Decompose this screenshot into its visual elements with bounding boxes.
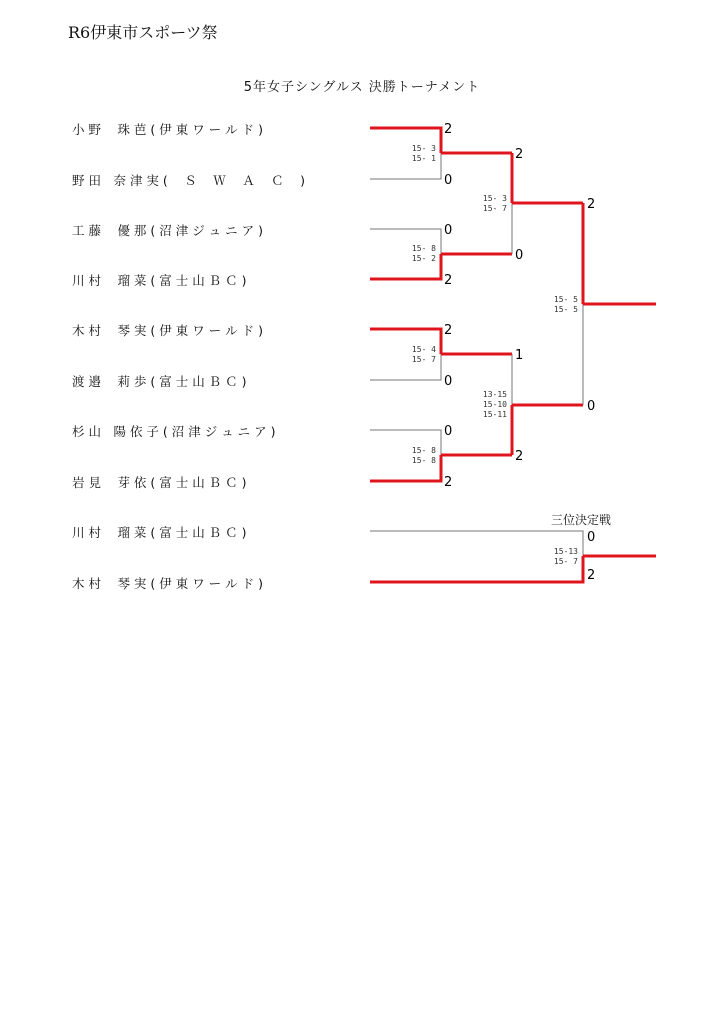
set-score: 15- 8: [411, 244, 436, 253]
player-name: 川 村 瑠 菜 ( 富 士 山 Ｂ Ｃ ): [72, 525, 247, 540]
score: 0: [587, 530, 596, 545]
score: 2: [515, 147, 524, 162]
set-score: 15-10: [482, 400, 507, 409]
bracket-line: [370, 531, 583, 556]
player-name: 小 野 珠 芭 ( 伊 東 ワ ー ル ド ): [72, 122, 263, 137]
score: 0: [587, 399, 596, 414]
score: 2: [444, 323, 453, 338]
score: 2: [587, 197, 596, 212]
tournament-subtitle: 5年女子シングルス 決勝トーナメント: [243, 80, 481, 95]
set-score: 15- 4: [411, 345, 436, 354]
score: 2: [444, 122, 453, 137]
third-place-label: 三位決定戦: [551, 513, 612, 527]
set-score: 15- 3: [411, 144, 436, 153]
player-name: 岩 見 芽 依 ( 富 士 山 Ｂ Ｃ ): [72, 475, 247, 490]
score: 0: [444, 223, 453, 238]
score: 0: [444, 424, 453, 439]
score: 0: [444, 374, 453, 389]
document-title: R6伊東市スポーツ祭: [68, 23, 218, 42]
score: 1: [515, 348, 524, 363]
player-name: 木 村 琴 実 ( 伊 東 ワ ー ル ド ): [72, 576, 263, 591]
set-score: 15-13: [553, 547, 578, 556]
score: 2: [444, 273, 453, 288]
set-score: 15- 7: [411, 355, 436, 364]
set-score: 15-11: [482, 410, 507, 419]
score: 0: [444, 173, 453, 188]
player-name: 渡 邉 莉 歩 ( 富 士 山 Ｂ Ｃ ): [72, 374, 247, 389]
bracket-line-winner: [370, 556, 583, 582]
set-score: 13-15: [482, 390, 507, 399]
player-name: 杉 山 陽 依 子 ( 沼 津 ジ ュ ニ ア ): [72, 424, 276, 439]
set-score: 15- 1: [411, 154, 436, 163]
set-score: 15- 7: [553, 557, 578, 566]
score: 2: [444, 475, 453, 490]
score: 0: [515, 248, 524, 263]
set-score: 15- 2: [411, 254, 436, 263]
player-name: 野 田 奈 津 実 ( Ｓ Ｗ Ａ Ｃ ): [72, 173, 306, 188]
set-score: 15- 8: [411, 456, 436, 465]
player-name: 川 村 瑠 菜 ( 富 士 山 Ｂ Ｃ ): [72, 273, 247, 288]
set-score: 15- 7: [482, 204, 507, 213]
player-name: 工 藤 優 那 ( 沼 津 ジ ュ ニ ア ): [72, 223, 263, 238]
player-name: 木 村 琴 実 ( 伊 東 ワ ー ル ド ): [72, 323, 263, 338]
set-score: 15- 5: [553, 305, 578, 314]
set-score: 15- 3: [482, 194, 507, 203]
set-score: 15- 5: [553, 295, 578, 304]
score: 2: [515, 449, 524, 464]
set-score: 15- 8: [411, 446, 436, 455]
score: 2: [587, 568, 596, 583]
